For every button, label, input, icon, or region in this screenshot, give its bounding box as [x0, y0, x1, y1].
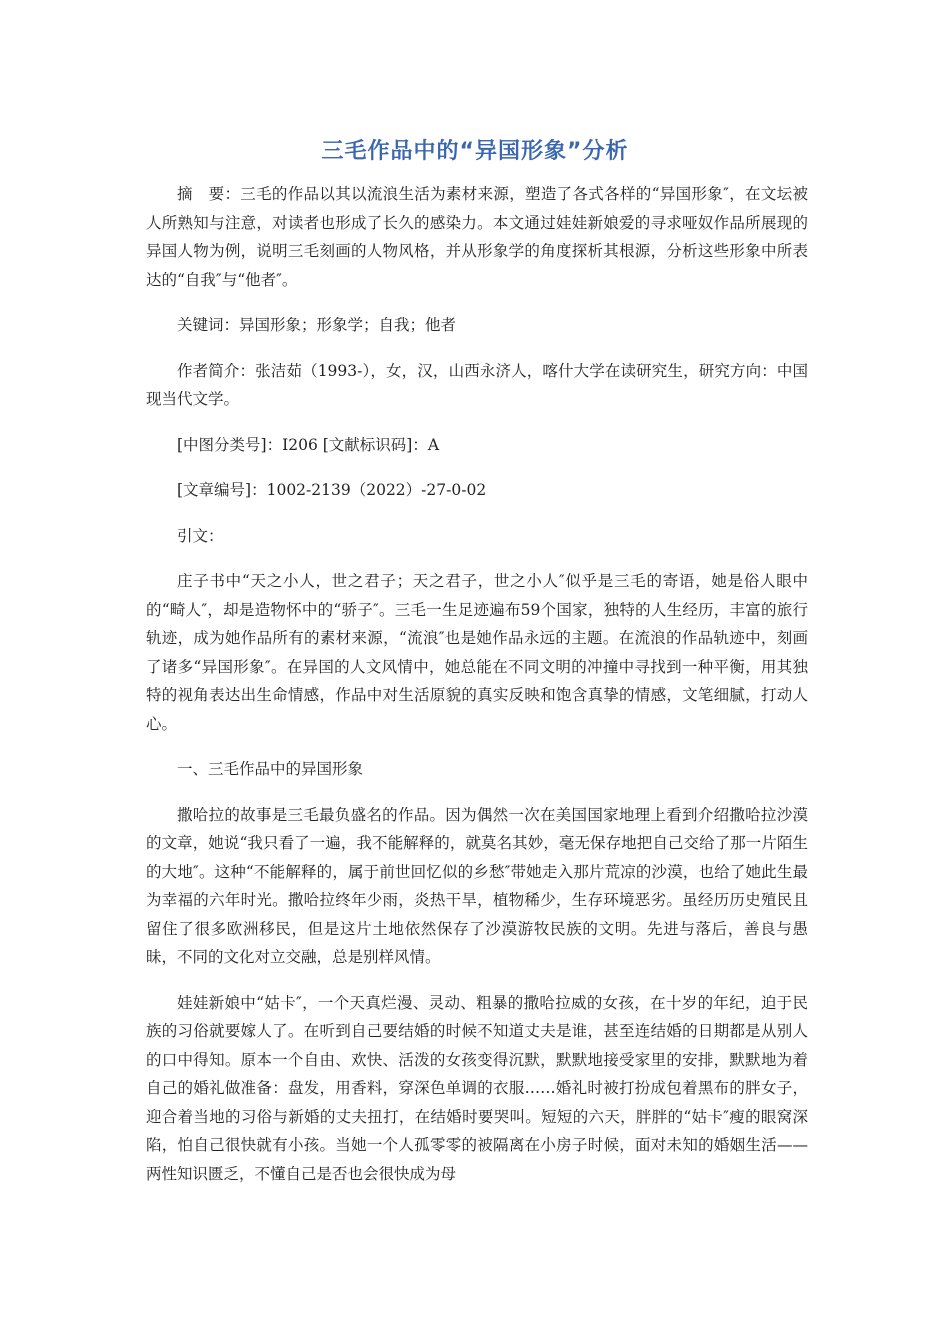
keywords-paragraph: 关键词：异国形象；形象学；自我；他者 — [177, 316, 457, 334]
intro-paragraph: 庄子书中“天之小人，世之君子；天之君子，世之小人″似乎是三毛的寄语，她是俗人眼中的“畸人″，却是造物怀中的“骄子″。三毛一生足迹遍布59个国家，独特的人生经历，丰富的旅行轨迹，成为她作品所有的素材来源，“流浪″也是她作品永远的主题。在流浪的作品轨迹中，刻画了诸多“异国形象″。在异国的人文风情中，她总能在不同文明的冲撞中寻找到一种平衡，用其独特的视角表达出生命情感，作品中对生活原貌的真实反映和饱含真挚的情感，文笔细腻，打动人心。 — [146, 572, 808, 733]
section1-paragraph-2: 娃娃新娘中“姑卡″，一个天真烂漫、灵动、粗暴的撒哈拉威的女孩，在十岁的年纪，迫于民族的习俗就要嫁人了。在听到自己要结婚的时候不知道丈夫是谁，甚至连结婚的日期都是从别人的口中得知。原本一个自由、欢快、活泼的女孩变得沉默，默默地接受家里的安排，默默地为着自己的婚礼做准备：盘发，用香料，穿深色单调的衣服……婚礼时被打扮成包着黑布的胖女子，迎合着当地的习俗与新婚的丈夫扭打，在结婚时要哭叫。短短的六天，胖胖的“姑卡″瘦的眼窝深陷，怕自己很快就有小孩。当她一个人孤零零的被隔离在小房子时候，面对未知的婚姻生活——两性知识匮乏，不懂自己是否也会很快成为母 — [146, 993, 808, 1183]
section1-paragraph-1: 撒哈拉的故事是三毛最负盛名的作品。因为偶然一次在美国国家地理上看到介绍撒哈拉沙漠的文章，她说“我只看了一遍，我不能解释的，就莫名其妙，毫无保存地把自己交给了那一片陌生的大地″。这种“不能解释的，属于前世回忆似的乡愁″带她走入那片荒凉的沙漠，也给了她此生最为幸福的六年时光。撒哈拉终年少雨，炎热干旱，植物稀少，生存环境恶劣。虽经历历史殖民且留住了很多欧洲移民，但是这片土地依然保存了沙漠游牧民族的文明。先进与落后，善良与愚昧，不同的文化对立交融，总是别样风情。 — [146, 805, 808, 966]
section-heading: 一、三毛作品中的异国形象 — [177, 760, 364, 778]
intro-label: 引文： — [177, 526, 224, 545]
author-intro-paragraph: 作者简介：张洁茹（1993-），女，汉，山西永济人，喀什大学在读研究生，研究方向：中国现当代文学。 — [146, 361, 808, 408]
classification-line: [中图分类号]：I206 [文献标识码]：A — [177, 435, 440, 454]
page-title: 三毛作品中的“异国形象”分析 — [321, 139, 629, 164]
article-number-line: [文章编号]：1002-2139（2022）-27-0-02 — [177, 481, 487, 499]
abstract-paragraph: 摘 要：三毛的作品以其以流浪生活为素材来源，塑造了各式各样的“异国形象″，在文坛被人所熟知与注意，对读者也形成了长久的感染力。本文通过娃娃新娘爱的寻求哑奴作品所展现的异国人物为例，说明三毛刻画的人物风格，并从形象学的角度探析其根源，分析这些形象中所表达的“自我″与“他者″。 — [146, 185, 808, 289]
article-body — [146, 180, 808, 1205]
